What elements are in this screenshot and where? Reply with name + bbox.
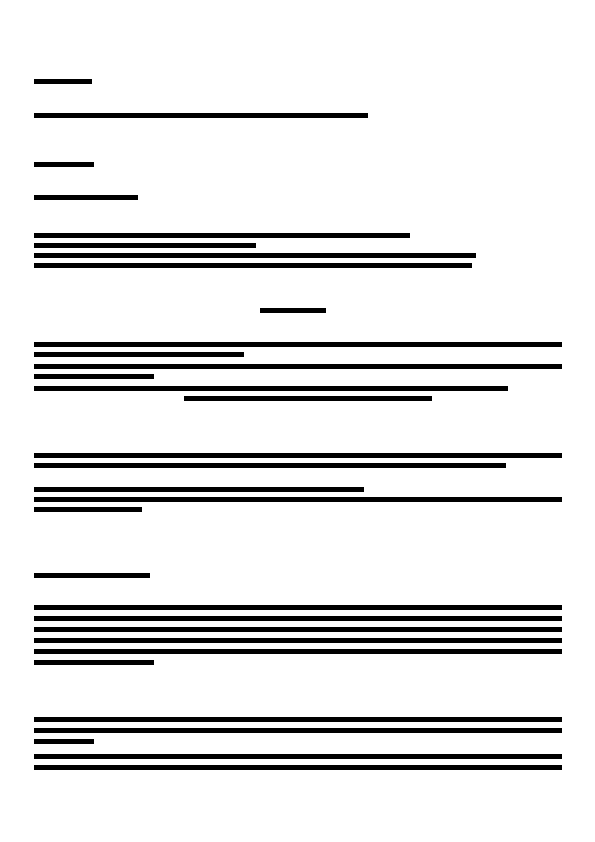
paragraph-procedure: [34, 710, 562, 769]
paragraph-detail: [34, 446, 562, 510]
paragraph-method: [34, 598, 562, 664]
subsection-heading-method: [34, 566, 150, 576]
paragraph-purpose: [34, 106, 368, 116]
section-heading-theory: [34, 155, 94, 165]
paragraph-concept: [34, 226, 476, 266]
section-heading-purpose: [34, 72, 92, 82]
equation: [260, 301, 326, 311]
subsection-heading-concept: [34, 188, 138, 198]
paragraph-explanation: [34, 335, 562, 399]
